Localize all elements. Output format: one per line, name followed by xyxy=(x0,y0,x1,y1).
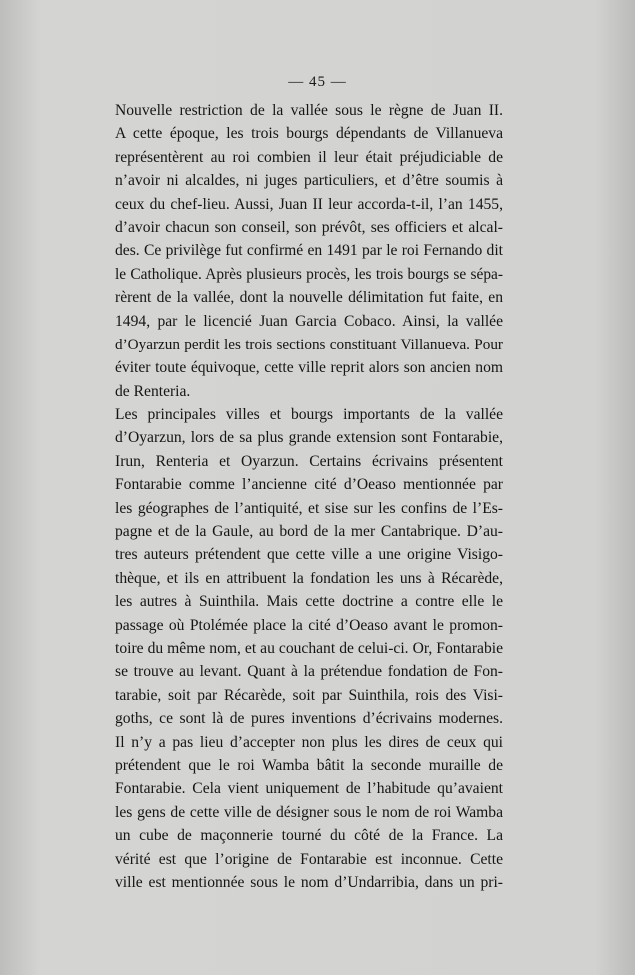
body-text xyxy=(115,99,503,894)
text-line: prétendent que le roi Wamba bâtit la seconde muraille de xyxy=(115,756,503,774)
text-line: Fontarabie comme l’ancienne cité d’Oeaso mentionnée par xyxy=(115,476,503,494)
paragraph-2 xyxy=(115,403,503,894)
text-line: Fontarabie. Cela vient uniquement de l’habitude qu’avaient xyxy=(115,780,503,798)
text-line: les gens de cette ville de désigner sous le nom de roi Wamba xyxy=(115,803,503,821)
text-line: 1494, par le licencié Juan Garcia Cobaco. Ainsi, la vallée xyxy=(115,312,503,330)
text-line: rèrent de la vallée, dont la nouvelle délimitation fut faite, en xyxy=(115,289,503,307)
text-line: les géographes de l’antiquité, et sise sur les confins de l’Es- xyxy=(115,499,503,517)
paragraph-1 xyxy=(115,99,503,403)
text-line: des. Ce privilège fut confirmé en 1491 par le roi Fernando dit xyxy=(115,242,503,260)
text-line: Nouvelle restriction de la vallée sous le règne de Juan II. xyxy=(115,102,503,119)
text-line: représentèrent au roi combien il leur était préjudiciable de xyxy=(115,148,503,166)
text-line: d’Oyarzun, lors de sa plus grande extension sont Fontarabie, xyxy=(115,429,503,447)
text-line: ceux du chef-lieu. Aussi, Juan II leur accorda-t-il, l’an 1455, xyxy=(115,195,503,213)
text-line: se trouve au levant. Quant à la prétendue fondation de Fon- xyxy=(115,663,503,681)
text-line: le Catholique. Après plusieurs procès, les trois bourgs se sépa- xyxy=(115,265,503,283)
text-line: pagne et de la Gaule, au bord de la mer Cantabrique. D’au- xyxy=(115,523,503,541)
text-line: éviter toute équivoque, cette ville reprit alors son ancien nom xyxy=(115,359,503,377)
text-line: tres auteurs prétendent que cette ville a une origine Visigo- xyxy=(115,546,503,564)
text-line: vérité est que l’origine de Fontarabie est inconnue. Cette xyxy=(115,850,503,868)
text-line: d’Oyarzun perdit les trois sections constituant Villanueva. Pour xyxy=(115,335,503,353)
text-line: toire du même nom, et au couchant de celui-ci. Or, Fontarabie xyxy=(115,639,503,657)
text-line: passage où Ptolémée place la cité d’Oeaso avant le promon- xyxy=(115,616,503,634)
text-line: d’avoir chacun son conseil, son prévôt, ses officiers et alcal- xyxy=(115,218,503,236)
page-number: — 45 — xyxy=(288,74,347,90)
text-line: de Renteria. xyxy=(115,382,191,400)
text-line: les autres à Suinthila. Mais cette doctrine a contre elle le xyxy=(115,593,503,611)
text-line: tarabie, soit par Récarède, soit par Suinthila, rois des Visi- xyxy=(115,686,503,704)
text-line: A cette époque, les trois bourgs dépendants de Villanueva xyxy=(115,125,503,143)
text-line: un cube de maçonnerie tourné du côté de la France. La xyxy=(115,827,503,845)
text-line: Irun, Renteria et Oyarzun. Certains écrivains présentent xyxy=(115,452,503,470)
text-line: n’avoir ni alcaldes, ni juges particuliers, et d’être soumis à xyxy=(115,172,503,190)
text-line: ville est mentionnée sous le nom d’Undarribia, dans un pri- xyxy=(115,873,503,891)
text-line: thèque, et ils en attribuent la fondation les uns à Récarède, xyxy=(115,569,503,587)
text-line: goths, ce sont là de pures inventions d’écrivains modernes. xyxy=(115,710,503,728)
text-line: Les principales villes et bourgs importants de la vallée xyxy=(115,406,503,424)
text-line: Il n’y a pas lieu d’accepter non plus les dires de ceux qui xyxy=(115,733,503,751)
